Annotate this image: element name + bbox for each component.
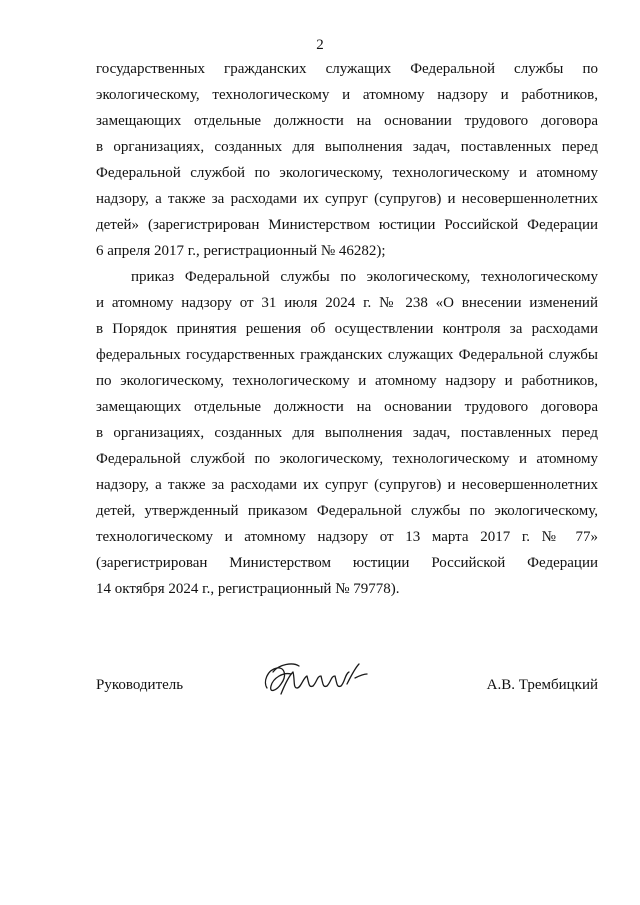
text-line: Федеральной службой по экологическому, технологическому и атомному — [96, 165, 598, 181]
text-line: приказ Федеральной службы по экологическому, технологическому — [131, 269, 598, 285]
text-line: замещающих отдельные должности на основании трудового договора — [96, 113, 598, 129]
text-line: надзору, а также за расходами их супруг (супругов) и несовершеннолетних — [96, 477, 598, 493]
text-line: замещающих отдельные должности на основании трудового договора — [96, 399, 598, 415]
text-line: технологическому и атомному надзору от 13 марта 2017 г. № 77» — [96, 529, 598, 545]
text-line: экологическому, технологическому и атомному надзору и работников, — [96, 87, 598, 103]
text-line: в организациях, созданных для выполнения задач, поставленных перед — [96, 425, 598, 441]
text-line: в организациях, созданных для выполнения задач, поставленных перед — [96, 139, 598, 155]
text-line: федеральных государственных гражданских служащих Федеральной службы — [96, 347, 598, 363]
signature-block — [96, 676, 598, 696]
text-line: детей» (зарегистрирован Министерством юстиции Российской Федерации — [96, 217, 598, 233]
handwritten-signature — [259, 658, 371, 704]
text-line: и атомному надзору от 31 июля 2024 г. № 238 «О внесении изменений — [96, 295, 598, 311]
text-line: государственных гражданских служащих Федеральной службы по — [96, 61, 598, 77]
text-line: (зарегистрирован Министерством юстиции Российской Федерации — [96, 555, 598, 571]
page-number: 2 — [316, 37, 324, 53]
text-line: детей, утвержденный приказом Федеральной службы по экологическому, — [96, 503, 598, 519]
text-line: 6 апреля 2017 г., регистрационный № 46282); — [96, 243, 386, 259]
signer-title: Руководитель — [96, 677, 184, 693]
text-line: 14 октября 2024 г., регистрационный № 79778). — [96, 581, 400, 597]
signer-name: А.В. Трембицкий — [486, 677, 598, 693]
text-line: по экологическому, технологическому и атомному надзору и работников, — [96, 373, 598, 389]
text-line: в Порядок принятия решения об осуществлении контроля за расходами — [96, 321, 598, 337]
text-line: Федеральной службой по экологическому, технологическому и атомному — [96, 451, 598, 467]
text-line: надзору, а также за расходами их супруг (супругов) и несовершеннолетних — [96, 191, 598, 207]
